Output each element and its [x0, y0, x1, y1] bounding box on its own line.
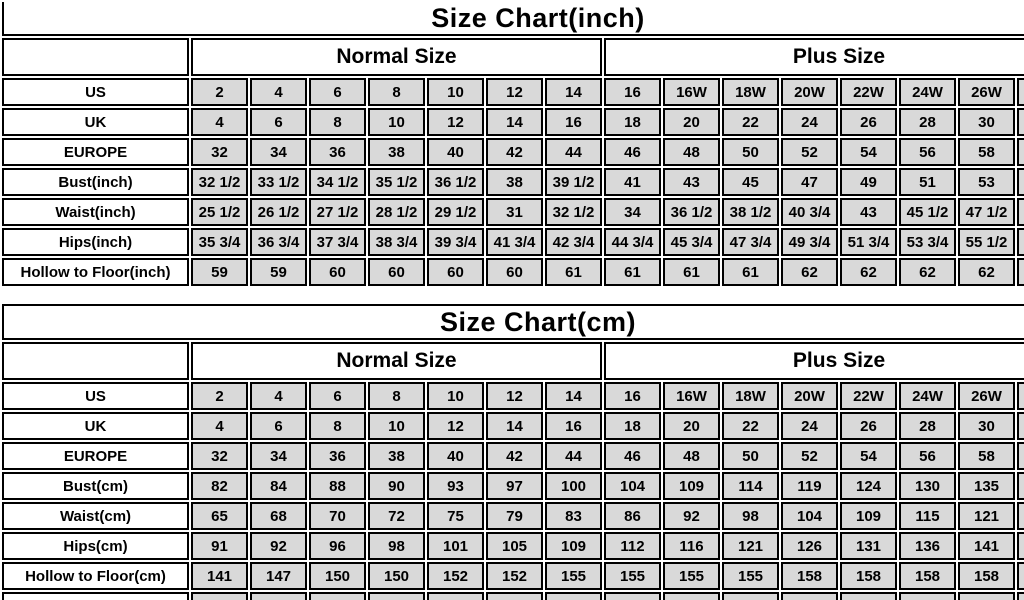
size-value-cell: 39 1/2	[545, 168, 602, 196]
size-value-cell: 155	[545, 562, 602, 590]
row-label: US	[2, 78, 189, 106]
size-value-cell: 48	[663, 138, 720, 166]
cm-table-body	[2, 382, 1024, 600]
size-value-cell: 35 3/4	[191, 228, 248, 256]
size-value-cell: 36	[309, 442, 366, 470]
row-label: Waist(cm)	[2, 502, 189, 530]
size-value-cell: 158	[840, 562, 897, 590]
size-value-cell: 39 3/4	[427, 228, 484, 256]
size-value-cell: 56	[899, 442, 956, 470]
size-value-cell: 26W	[958, 78, 1015, 106]
size-value-cell: 41	[604, 168, 661, 196]
table-row	[2, 382, 1024, 410]
table-row	[2, 258, 1024, 286]
clipped-partial-cell	[722, 592, 779, 600]
size-value-cell: 38	[486, 168, 543, 196]
row-label: Bust(cm)	[2, 472, 189, 500]
size-value-cell: 24W	[899, 78, 956, 106]
size-value-cell: 158	[781, 562, 838, 590]
size-value-cell: 25 1/2	[191, 198, 248, 226]
size-value-cell: 44 3/4	[604, 228, 661, 256]
size-value-cell: 75	[427, 502, 484, 530]
size-value-cell: 34 1/2	[309, 168, 366, 196]
size-value-cell: 126	[781, 532, 838, 560]
size-value-cell: 150	[309, 562, 366, 590]
size-value-cell: 55 1/2	[958, 228, 1015, 256]
size-value-cell: 48	[663, 442, 720, 470]
clipped-partial-cell	[1017, 442, 1024, 470]
size-value-cell: 28	[899, 412, 956, 440]
size-value-cell: 14	[545, 78, 602, 106]
clipped-partial-cell	[1017, 382, 1024, 410]
size-value-cell: 65	[191, 502, 248, 530]
clipped-partial-cell	[1017, 532, 1024, 560]
size-value-cell: 38 3/4	[368, 228, 425, 256]
clipped-partial-cell	[1017, 592, 1024, 600]
row-label: Bust(inch)	[2, 168, 189, 196]
size-value-cell: 97	[486, 472, 543, 500]
row-label: Waist(inch)	[2, 198, 189, 226]
table-row	[2, 412, 1024, 440]
size-value-cell: 8	[309, 108, 366, 136]
size-value-cell: 31	[486, 198, 543, 226]
plus-size-header: Plus Size	[604, 342, 1024, 380]
size-value-cell: 86	[604, 502, 661, 530]
size-value-cell: 141	[191, 562, 248, 590]
size-value-cell: 40	[427, 442, 484, 470]
size-value-cell: 121	[722, 532, 779, 560]
size-value-cell: 60	[486, 258, 543, 286]
size-value-cell: 29 1/2	[427, 198, 484, 226]
row-label: EUROPE	[2, 442, 189, 470]
clipped-partial-cell	[958, 592, 1015, 600]
size-value-cell: 136	[899, 532, 956, 560]
table-row	[2, 532, 1024, 560]
size-chart-table-inch	[0, 0, 1024, 288]
size-value-cell: 47 3/4	[722, 228, 779, 256]
table-row	[2, 78, 1024, 106]
size-value-cell: 14	[486, 412, 543, 440]
size-value-cell: 62	[899, 258, 956, 286]
size-value-cell: 24	[781, 108, 838, 136]
size-value-cell: 16	[604, 382, 661, 410]
size-value-cell: 28 1/2	[368, 198, 425, 226]
size-value-cell: 10	[427, 78, 484, 106]
size-value-cell: 26	[840, 412, 897, 440]
size-value-cell: 109	[840, 502, 897, 530]
table-row	[2, 502, 1024, 530]
size-value-cell: 79	[486, 502, 543, 530]
size-value-cell: 26	[840, 108, 897, 136]
size-value-cell: 60	[368, 258, 425, 286]
size-value-cell: 18	[604, 108, 661, 136]
size-value-cell: 20	[663, 412, 720, 440]
size-value-cell: 84	[250, 472, 307, 500]
size-value-cell: 90	[368, 472, 425, 500]
table-row	[2, 472, 1024, 500]
size-value-cell: 135	[958, 472, 1015, 500]
group-header-row	[2, 342, 1024, 380]
size-value-cell: 22	[722, 412, 779, 440]
size-value-cell: 109	[663, 472, 720, 500]
size-value-cell: 4	[250, 78, 307, 106]
table-row	[2, 442, 1024, 470]
row-label: UK	[2, 108, 189, 136]
size-value-cell: 38	[368, 138, 425, 166]
size-value-cell: 6	[250, 412, 307, 440]
clipped-partial-cell	[1017, 198, 1024, 226]
size-value-cell: 14	[486, 108, 543, 136]
size-value-cell: 50	[722, 138, 779, 166]
row-label: Hips(inch)	[2, 228, 189, 256]
size-value-cell: 83	[545, 502, 602, 530]
size-value-cell: 36 1/2	[663, 198, 720, 226]
size-value-cell: 42 3/4	[545, 228, 602, 256]
size-value-cell: 88	[309, 472, 366, 500]
clipped-partial-cell	[1017, 228, 1024, 256]
size-value-cell: 34	[250, 442, 307, 470]
size-chart-table-cm	[0, 302, 1024, 600]
clipped-partial-cell	[1017, 258, 1024, 286]
normal-size-header: Normal Size	[191, 38, 602, 76]
size-value-cell: 34	[604, 198, 661, 226]
size-value-cell: 12	[427, 412, 484, 440]
size-value-cell: 60	[427, 258, 484, 286]
clipped-partial-cell	[899, 592, 956, 600]
size-value-cell: 26W	[958, 382, 1015, 410]
table-title-cm: Size Chart(cm)	[2, 304, 1024, 340]
size-value-cell: 38 1/2	[722, 198, 779, 226]
clipped-partial-cell	[1017, 168, 1024, 196]
size-value-cell: 45 1/2	[899, 198, 956, 226]
size-value-cell: 47 1/2	[958, 198, 1015, 226]
size-value-cell: 12	[486, 78, 543, 106]
size-value-cell: 54	[840, 442, 897, 470]
table-row	[2, 198, 1024, 226]
size-value-cell: 49	[840, 168, 897, 196]
size-value-cell: 20W	[781, 382, 838, 410]
size-value-cell: 112	[604, 532, 661, 560]
size-value-cell: 58	[958, 138, 1015, 166]
title-row	[2, 304, 1024, 340]
table-row	[2, 168, 1024, 196]
size-value-cell: 60	[309, 258, 366, 286]
size-value-cell: 37 3/4	[309, 228, 366, 256]
size-value-cell: 61	[545, 258, 602, 286]
size-value-cell: 44	[545, 442, 602, 470]
clipped-partial-cell	[840, 592, 897, 600]
size-value-cell: 131	[840, 532, 897, 560]
size-value-cell: 59	[250, 258, 307, 286]
size-value-cell: 22W	[840, 78, 897, 106]
clipped-partial-cell	[309, 592, 366, 600]
size-value-cell: 4	[191, 108, 248, 136]
size-value-cell: 14	[545, 382, 602, 410]
size-value-cell: 62	[840, 258, 897, 286]
size-value-cell: 16	[604, 78, 661, 106]
size-value-cell: 104	[604, 472, 661, 500]
size-value-cell: 56	[899, 138, 956, 166]
clipped-partial-cell	[1017, 412, 1024, 440]
size-value-cell: 36 3/4	[250, 228, 307, 256]
size-value-cell: 34	[250, 138, 307, 166]
size-value-cell: 16W	[663, 382, 720, 410]
row-label: Hips(cm)	[2, 532, 189, 560]
size-value-cell: 119	[781, 472, 838, 500]
size-value-cell: 52	[781, 442, 838, 470]
size-value-cell: 8	[368, 78, 425, 106]
clipped-partial-cell	[663, 592, 720, 600]
size-value-cell: 16	[545, 108, 602, 136]
clipped-partial-cell	[604, 592, 661, 600]
size-value-cell: 130	[899, 472, 956, 500]
size-value-cell: 4	[250, 382, 307, 410]
size-value-cell: 40 3/4	[781, 198, 838, 226]
size-value-cell: 155	[722, 562, 779, 590]
size-value-cell: 121	[958, 502, 1015, 530]
size-value-cell: 42	[486, 138, 543, 166]
size-value-cell: 27 1/2	[309, 198, 366, 226]
size-value-cell: 36 1/2	[427, 168, 484, 196]
size-value-cell: 105	[486, 532, 543, 560]
corner-blank-cell	[2, 38, 189, 76]
size-value-cell: 38	[368, 442, 425, 470]
size-value-cell: 36	[309, 138, 366, 166]
size-value-cell: 45	[722, 168, 779, 196]
size-value-cell: 91	[191, 532, 248, 560]
size-value-cell: 12	[427, 108, 484, 136]
size-value-cell: 47	[781, 168, 838, 196]
size-value-cell: 35 1/2	[368, 168, 425, 196]
clipped-partial-cell	[1017, 472, 1024, 500]
normal-size-header: Normal Size	[191, 342, 602, 380]
clipped-partial-cell	[1017, 138, 1024, 166]
size-value-cell: 92	[663, 502, 720, 530]
clipped-row-label	[2, 592, 189, 600]
size-value-cell: 59	[191, 258, 248, 286]
size-value-cell: 61	[722, 258, 779, 286]
size-value-cell: 32 1/2	[191, 168, 248, 196]
size-value-cell: 10	[368, 412, 425, 440]
size-value-cell: 20	[663, 108, 720, 136]
size-value-cell: 8	[309, 412, 366, 440]
size-value-cell: 152	[427, 562, 484, 590]
row-label: Hollow to Floor(cm)	[2, 562, 189, 590]
clipped-partial-cell	[191, 592, 248, 600]
size-value-cell: 92	[250, 532, 307, 560]
group-header-row	[2, 38, 1024, 76]
size-value-cell: 52	[781, 138, 838, 166]
size-value-cell: 49 3/4	[781, 228, 838, 256]
size-value-cell: 72	[368, 502, 425, 530]
size-value-cell: 22	[722, 108, 779, 136]
row-label: Hollow to Floor(inch)	[2, 258, 189, 286]
size-value-cell: 6	[250, 108, 307, 136]
size-value-cell: 104	[781, 502, 838, 530]
table-title-inch: Size Chart(inch)	[2, 2, 1024, 36]
size-value-cell: 33 1/2	[250, 168, 307, 196]
table-row	[2, 108, 1024, 136]
title-row	[2, 2, 1024, 36]
size-value-cell: 150	[368, 562, 425, 590]
size-value-cell: 18	[604, 412, 661, 440]
size-value-cell: 54	[840, 138, 897, 166]
clipped-partial-cell	[1017, 108, 1024, 136]
size-value-cell: 26 1/2	[250, 198, 307, 226]
size-value-cell: 53	[958, 168, 1015, 196]
size-value-cell: 155	[663, 562, 720, 590]
table-row	[2, 562, 1024, 590]
size-value-cell: 53 3/4	[899, 228, 956, 256]
clipped-partial-cell	[781, 592, 838, 600]
size-value-cell: 28	[899, 108, 956, 136]
table-row	[2, 228, 1024, 256]
size-value-cell: 32	[191, 442, 248, 470]
size-value-cell: 124	[840, 472, 897, 500]
size-value-cell: 109	[545, 532, 602, 560]
size-value-cell: 41 3/4	[486, 228, 543, 256]
size-value-cell: 18W	[722, 78, 779, 106]
clipped-partial-cell	[368, 592, 425, 600]
clipped-partial-row	[2, 592, 1024, 600]
size-value-cell: 8	[368, 382, 425, 410]
size-value-cell: 114	[722, 472, 779, 500]
size-value-cell: 30	[958, 108, 1015, 136]
clipped-partial-cell	[1017, 562, 1024, 590]
clipped-partial-cell	[545, 592, 602, 600]
size-value-cell: 46	[604, 138, 661, 166]
size-value-cell: 61	[604, 258, 661, 286]
clipped-partial-cell	[427, 592, 484, 600]
size-value-cell: 68	[250, 502, 307, 530]
row-label: UK	[2, 412, 189, 440]
size-value-cell: 43	[663, 168, 720, 196]
size-value-cell: 141	[958, 532, 1015, 560]
size-value-cell: 50	[722, 442, 779, 470]
size-value-cell: 155	[604, 562, 661, 590]
size-value-cell: 16W	[663, 78, 720, 106]
size-value-cell: 98	[368, 532, 425, 560]
size-value-cell: 100	[545, 472, 602, 500]
size-value-cell: 70	[309, 502, 366, 530]
size-value-cell: 18W	[722, 382, 779, 410]
size-value-cell: 46	[604, 442, 661, 470]
size-value-cell: 10	[427, 382, 484, 410]
size-value-cell: 22W	[840, 382, 897, 410]
clipped-partial-cell	[1017, 502, 1024, 530]
size-value-cell: 62	[781, 258, 838, 286]
size-value-cell: 43	[840, 198, 897, 226]
size-value-cell: 82	[191, 472, 248, 500]
size-value-cell: 10	[368, 108, 425, 136]
size-value-cell: 6	[309, 78, 366, 106]
size-value-cell: 93	[427, 472, 484, 500]
size-value-cell: 96	[309, 532, 366, 560]
table-row	[2, 138, 1024, 166]
size-value-cell: 44	[545, 138, 602, 166]
size-value-cell: 32	[191, 138, 248, 166]
row-label: US	[2, 382, 189, 410]
size-value-cell: 116	[663, 532, 720, 560]
size-value-cell: 147	[250, 562, 307, 590]
size-value-cell: 158	[899, 562, 956, 590]
size-value-cell: 58	[958, 442, 1015, 470]
size-value-cell: 115	[899, 502, 956, 530]
size-value-cell: 2	[191, 78, 248, 106]
size-value-cell: 42	[486, 442, 543, 470]
size-value-cell: 30	[958, 412, 1015, 440]
size-value-cell: 61	[663, 258, 720, 286]
corner-blank-cell	[2, 342, 189, 380]
size-value-cell: 24	[781, 412, 838, 440]
size-value-cell: 51 3/4	[840, 228, 897, 256]
size-value-cell: 98	[722, 502, 779, 530]
size-value-cell: 152	[486, 562, 543, 590]
size-value-cell: 6	[309, 382, 366, 410]
size-value-cell: 62	[958, 258, 1015, 286]
plus-size-header: Plus Size	[604, 38, 1024, 76]
clipped-partial-cell	[250, 592, 307, 600]
size-value-cell: 12	[486, 382, 543, 410]
size-value-cell: 101	[427, 532, 484, 560]
size-value-cell: 45 3/4	[663, 228, 720, 256]
clipped-partial-cell	[486, 592, 543, 600]
size-value-cell: 158	[958, 562, 1015, 590]
size-value-cell: 2	[191, 382, 248, 410]
size-value-cell: 24W	[899, 382, 956, 410]
size-value-cell: 16	[545, 412, 602, 440]
clipped-partial-cell	[1017, 78, 1024, 106]
size-value-cell: 4	[191, 412, 248, 440]
size-value-cell: 40	[427, 138, 484, 166]
inch-table-body	[2, 78, 1024, 286]
size-value-cell: 32 1/2	[545, 198, 602, 226]
size-value-cell: 51	[899, 168, 956, 196]
size-value-cell: 20W	[781, 78, 838, 106]
row-label: EUROPE	[2, 138, 189, 166]
